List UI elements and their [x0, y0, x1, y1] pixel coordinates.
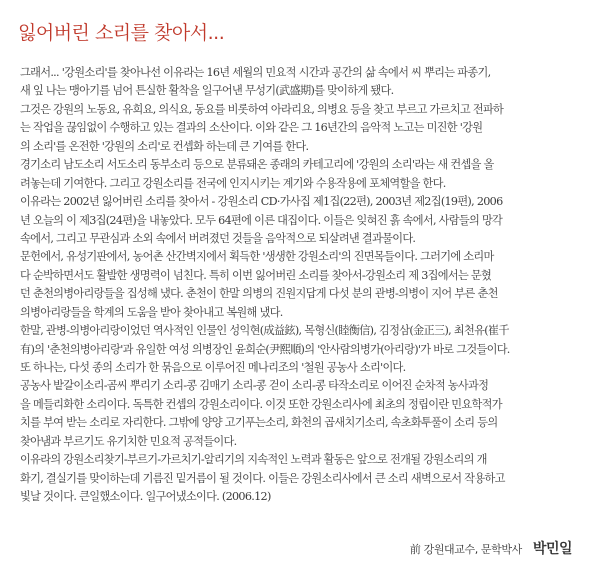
- text-line: 의병아리랑들을 학계의 도움을 받아 찾아내고 복원해 냈다.: [20, 305, 283, 319]
- text-line: 그래서... '강원소리'를 찾아나선 이유라는 16년 세월의 민요적 시간과 공간의 삶 속에서 씨 뿌리는 파종기,: [20, 66, 491, 79]
- text-line: 새 잎 나는 맹아기를 넘어 튼실한 활착을 일구어낸 무성기(武盛期)를 맞이하게 됐다.: [20, 84, 394, 98]
- author-title: 前 강원대교수, 문학박사: [409, 543, 522, 556]
- text-line: 을 메들리화한 소리이다. 독특한 컨셉의 강원소리이다. 이것 또한 강원소리사에 최초의 정립이란 민요학적가: [20, 397, 502, 411]
- text-line: 한말, 관병-의병아리랑이었던 역사적인 인물인 성익현(成益鉉), 목형신(睦衡信), 김정삼(金正三), 최천유(崔千: [20, 324, 509, 338]
- text-line: 속에서, 그리고 무관심과 소외 속에서 버려졌던 것들을 음악적으로 되살려낸 결과물이다.: [20, 231, 416, 245]
- text-line: 는 작업을 끊임없이 수행하고 있는 결과의 소산이다. 이와 같은 그 16년간의 음악적 노고는 미진한 '강원: [20, 121, 483, 135]
- text-line: 그것은 강원의 노동요, 유희요, 의식요, 동요를 비롯하여 아라리요, 의병요 등을 찾고 부르고 가르치고 전파하: [20, 102, 504, 116]
- text-line: 의 소리'를 온전한 '강원의 소리'로 컨셉화 하는데 큰 기여를 한다.: [20, 139, 309, 153]
- text-line: 이유라의 강원소리찾기-부르기-가르치기-알리기의 지속적인 노력과 활동은 앞으로 전개될 강원소리의 개: [20, 453, 487, 467]
- author-signature: [410, 538, 572, 558]
- text-line: 이유라는 2002년 잃어버린 소리를 찾아서 - 강원소리 CD·가사집 제1집(22편), 2003년 제2집(19편), 2006: [20, 195, 503, 209]
- text-line: 다 순박하면서도 활발한 생명력이 넘친다. 특히 이번 잃어버린 소리를 찾아서-강원소리 제 3집에서는 문혔: [20, 268, 492, 282]
- author-name: 박민일: [532, 541, 572, 557]
- page-title: 잃어버린 소리를 찾아서...: [18, 22, 225, 44]
- text-line: 던 춘천의병아리랑들을 집성해 냈다. 춘천이 한말 의병의 진원지답게 다섯 분의 관병-의병이 지어 부른 춘천: [20, 287, 498, 301]
- text-line: 빛날 것이다. 큰일했소이다. 일구어냈소이다. (2006.12): [20, 490, 271, 504]
- text-line: 려놓는데 기여한다. 그리고 강원소리를 전국에 인지시키는 계기와 수용작용에 포체역할을 한다.: [20, 176, 446, 190]
- article-body: [20, 64, 580, 507]
- text-line: 또 하나는, 다섯 종의 소리가 한 묶음으로 이루어진 메나리조의 '철원 공농사 소리'이다.: [20, 361, 406, 374]
- text-line: 치를 부여 받는 소리로 자리한다. 그밖에 양양 고기푸는소리, 화천의 곱새치기소리, 속초화투풀이 소리 등의: [20, 416, 498, 430]
- text-line: 공농사 밭갈이소리-곰씨 뿌리기 소리-콩 김매기 소리-콩 걷이 소리-콩 타작소리로 이어진 순차적 농사과정: [20, 379, 489, 393]
- text-line: 찾아냄과 부르기도 유기치한 민요적 공적들이다.: [20, 434, 237, 448]
- text-line: 경기소리 남도소리 서도소리 동부소리 등으로 분류돼온 종래의 카테고리에 '강원의 소리'라는 새 컨셉을 올: [20, 158, 494, 172]
- text-line: 문헌에서, 유성기판에서, 농어촌 산간벽지에서 획득한 '생생한 강원소리'의 진면목들이다. 그러기에 소리마: [20, 250, 494, 264]
- text-line: 화기, 결실기를 맞이하는데 기름진 밑거름이 될 것이다. 이들은 강원소리사에서 큰 소리 새벽으로서 작용하고: [20, 471, 505, 485]
- text-line: 년 오늘의 이 제3집(24편)을 내놓았다. 모두 64편에 이른 대집이다. 이들은 잊혀진 흙 속에서, 사람들의 망각: [20, 213, 503, 227]
- text-line: 有)의 '춘천의병아리랑'과 유일한 여성 의병장인 윤희순(尹熙順)의 '안사람의병가(아리랑)'가 바로 그것들이다.: [20, 342, 510, 356]
